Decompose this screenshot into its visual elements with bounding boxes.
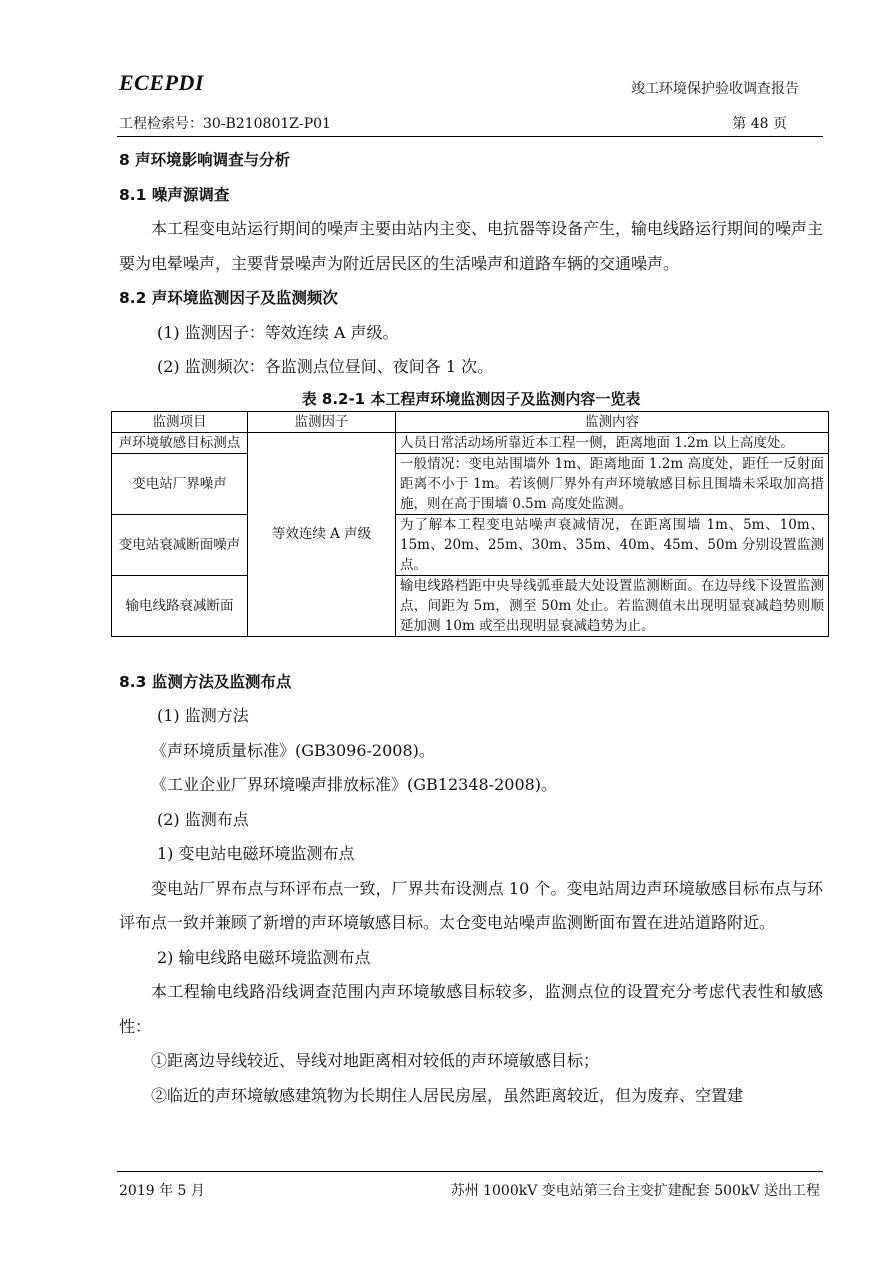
section-heading-8: 8 声环境影响调查与分析 — [119, 151, 291, 169]
table-header-cell: 监测项目 — [112, 411, 248, 432]
section-heading-8-3: 8.3 监测方法及监测布点 — [119, 672, 292, 691]
document-body — [119, 143, 823, 1113]
point-item: ②临近的声环境敏感建筑物为长期住人居民房屋，虽然距离较近，但为废弃、空置建 — [151, 1085, 744, 1105]
company-logo: ECEPDI — [119, 70, 204, 95]
report-title: 竣工环境保护验收调查报告 — [631, 81, 799, 97]
table-caption: 表 8.2-1 本工程声环境监测因子及监测内容一览表 — [301, 389, 641, 408]
table-cell-content: 一般情况：变电站围墙外 1m、距离地面 1.2m 高度处，距任一反射面距离不小于 1m。若该侧厂界外有声环境敏感目标且围墙未采取加高措施，则在高于围墙 0.5m 高度处监测。 — [396, 453, 829, 514]
standard-reference: 《声环境质量标准》(GB3096-2008)。 — [151, 740, 435, 760]
table-cell-factor: 等效连续 A 声级 — [248, 432, 396, 636]
table-cell-content: 为了解本工程变电站噪声衰减情况，在距离围墙 1m、5m、10m、15m、20m、25m、30m、35m、40m、45m、50m 分别设置监测点。 — [396, 514, 829, 575]
paragraph-noise-source: 本工程变电站运行期间的噪声主要由站内主变、电抗器等设备产生，输电线路运行期间的噪声主要为电晕噪声，主要背景噪声为附近居民区的生活噪声和道路车辆的交通噪声。 — [119, 219, 824, 273]
section-heading-8-2: 8.2 声环境监测因子及监测频次 — [119, 289, 338, 307]
footer-project: 苏州 1000kV 变电站第三台主变扩建配套 500kV 送出工程 — [450, 1183, 820, 1199]
table-header-row — [112, 411, 829, 432]
footer-date: 2019 年 5 月 — [119, 1183, 205, 1199]
paragraph-line-layout: 本工程输电线路沿线调查范围内声环境敏感目标较多，监测点位的设置充分考虑代表性和敏感性： — [119, 982, 823, 1036]
table-cell-item: 变电站衰减断面噪声 — [112, 514, 248, 575]
table-row — [112, 514, 829, 575]
sub-item-line: 2) 输电线路电磁环境监测布点 — [157, 947, 371, 967]
table-header-cell: 监测因子 — [248, 411, 396, 432]
table-row — [112, 575, 829, 636]
list-item-method: (1) 监测方法 — [157, 706, 249, 725]
header-rule — [117, 136, 823, 137]
footer-rule — [117, 1171, 823, 1172]
list-item-monitoring-frequency: (2) 监测频次：各监测点位昼间、夜间各 1 次。 — [157, 357, 494, 376]
section-heading-8-1: 8.1 噪声源调查 — [119, 185, 230, 204]
table-cell-item: 输电线路衰减断面 — [112, 575, 248, 636]
table-row — [112, 453, 829, 514]
point-item: ①距离边导线较近、导线对地距离相对较低的声环境敏感目标； — [151, 1051, 600, 1070]
table-row — [112, 432, 829, 453]
list-item-monitoring-factor: (1) 监测因子：等效连续 A 声级。 — [157, 322, 399, 342]
table-cell-item: 声环境敏感目标测点 — [112, 432, 248, 453]
table-cell-item: 变电站厂界噪声 — [112, 453, 248, 514]
table-header-cell: 监测内容 — [396, 411, 829, 432]
table-cell-content: 输电线路档距中央导线弧垂最大处设置监测断面。在边导线下设置监测点，间距为 5m，测至 50m 处止。若监测值未出现明显衰减趋势则顺延加测 10m 或至出现明显衰减趋势为止。 — [396, 575, 829, 636]
monitoring-table — [111, 411, 829, 637]
paragraph-substation-layout: 变电站厂界布点与环评布点一致，厂界共布设测点 10 个。变电站周边声环境敏感目标布点与环评布点一致并兼顾了新增的声环境敏感目标。太仓变电站噪声监测断面布置在进站道路附近。 — [119, 878, 823, 932]
standard-reference: 《工业企业厂界环境噪声排放标准》(GB12348-2008)。 — [151, 775, 558, 794]
sub-item-substation: 1) 变电站电磁环境监测布点 — [157, 844, 355, 863]
project-code: 工程检索号：30-B210801Z-P01 — [119, 116, 331, 132]
table-cell-content: 人员日常活动场所靠近本工程一侧，距离地面 1.2m 以上高度处。 — [396, 432, 829, 453]
page-number: 第 48 页 — [732, 116, 787, 132]
list-item-layout: (2) 监测布点 — [157, 809, 249, 829]
